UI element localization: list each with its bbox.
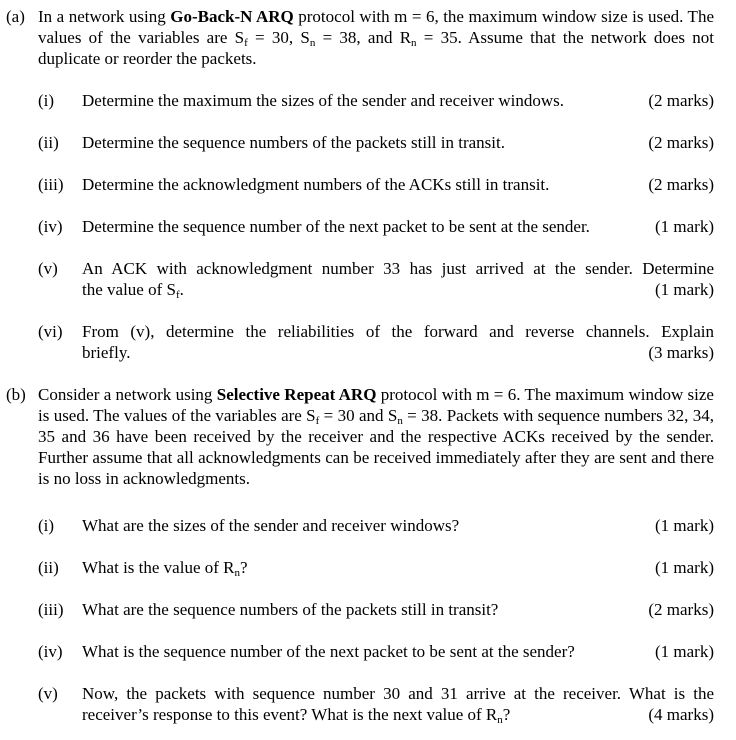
question-text-cont: the value of $S_f$.: [82, 280, 184, 301]
marks: (1 mark): [654, 516, 714, 535]
question-text: What are the sizes of the sender and receiver windows?: [82, 516, 460, 535]
protocol-name: Selective Repeat ARQ: [216, 385, 377, 404]
question-text: What is the sequence number of the next packet to be sent at the sender?: [82, 642, 575, 661]
marks: (1 mark): [654, 642, 714, 661]
part-a-label: (a): [6, 7, 25, 26]
protocol-name: Go-Back-N ARQ: [170, 7, 294, 26]
question-text: Now, the packets with sequence number 30 and 31 arrive at the receiver. What is the: [82, 684, 714, 703]
question-text: From (v), determine the reliabilities of the forward and reverse channels. Explain: [82, 322, 714, 341]
question-text: What is the value of $R_n$?: [82, 558, 248, 579]
marks: (2 marks): [648, 91, 714, 110]
item-number: (i): [38, 516, 55, 535]
item-number: (iv): [38, 217, 63, 236]
question-text: What are the sequence numbers of the packets still in transit?: [82, 600, 499, 619]
marks: (2 marks): [648, 600, 714, 619]
item-number: (v): [38, 259, 58, 278]
part-a-intro: In a network using Go-Back-N ARQ protocol with m = 6, the maximum window size is used. The values of the variables are $S_f = 30$, $S_n = 38$, and $R_n = 35$. Assume that the network does not duplicate or reorder the packets.: [38, 7, 714, 68]
question-text: Determine the acknowledgment numbers of the ACKs still in transit.: [82, 175, 550, 194]
part-b-label: (b): [6, 385, 26, 404]
question-text: Determine the sequence numbers of the packets still in transit.: [82, 133, 505, 152]
marks: (1 mark): [654, 558, 714, 577]
item-number: (ii): [38, 558, 59, 577]
item-number: (vi): [38, 322, 63, 341]
item-number: (i): [38, 91, 55, 110]
question-text: Determine the maximum the sizes of the sender and receiver windows.: [82, 91, 564, 110]
item-number: (ii): [38, 133, 59, 152]
item-number: (iv): [38, 642, 63, 661]
question-text: An ACK with acknowledgment number 33 has just arrived at the sender. Determine: [82, 259, 714, 278]
marks: (3 marks): [648, 343, 714, 362]
question-text-cont: briefly.: [82, 343, 131, 362]
question-text-cont: receiver’s response to this event? What is the next value of $R_n$?: [82, 705, 511, 726]
marks: (4 marks): [648, 705, 714, 724]
marks: (2 marks): [648, 175, 714, 194]
item-number: (iii): [38, 175, 64, 194]
item-number: (iii): [38, 600, 64, 619]
marks: (1 mark): [654, 280, 714, 299]
part-b-intro: Consider a network using Selective Repeat ARQ protocol with m = 6. The maximum window size is used. The values of the variables are $S_f = 30$ and $S_n = 38$. Packets with sequence numbers 32, 34, 35 and 36 have been received by the receiver and the respective ACKs received by the sender. Further assume that all acknowledgments can be received immediately after they are sent and there is no loss in acknowledgments.: [38, 385, 714, 488]
marks: (2 marks): [648, 133, 714, 152]
item-number: (v): [38, 684, 58, 703]
marks: (1 mark): [654, 217, 714, 236]
question-text: Determine the sequence number of the next packet to be sent at the sender.: [82, 217, 590, 236]
